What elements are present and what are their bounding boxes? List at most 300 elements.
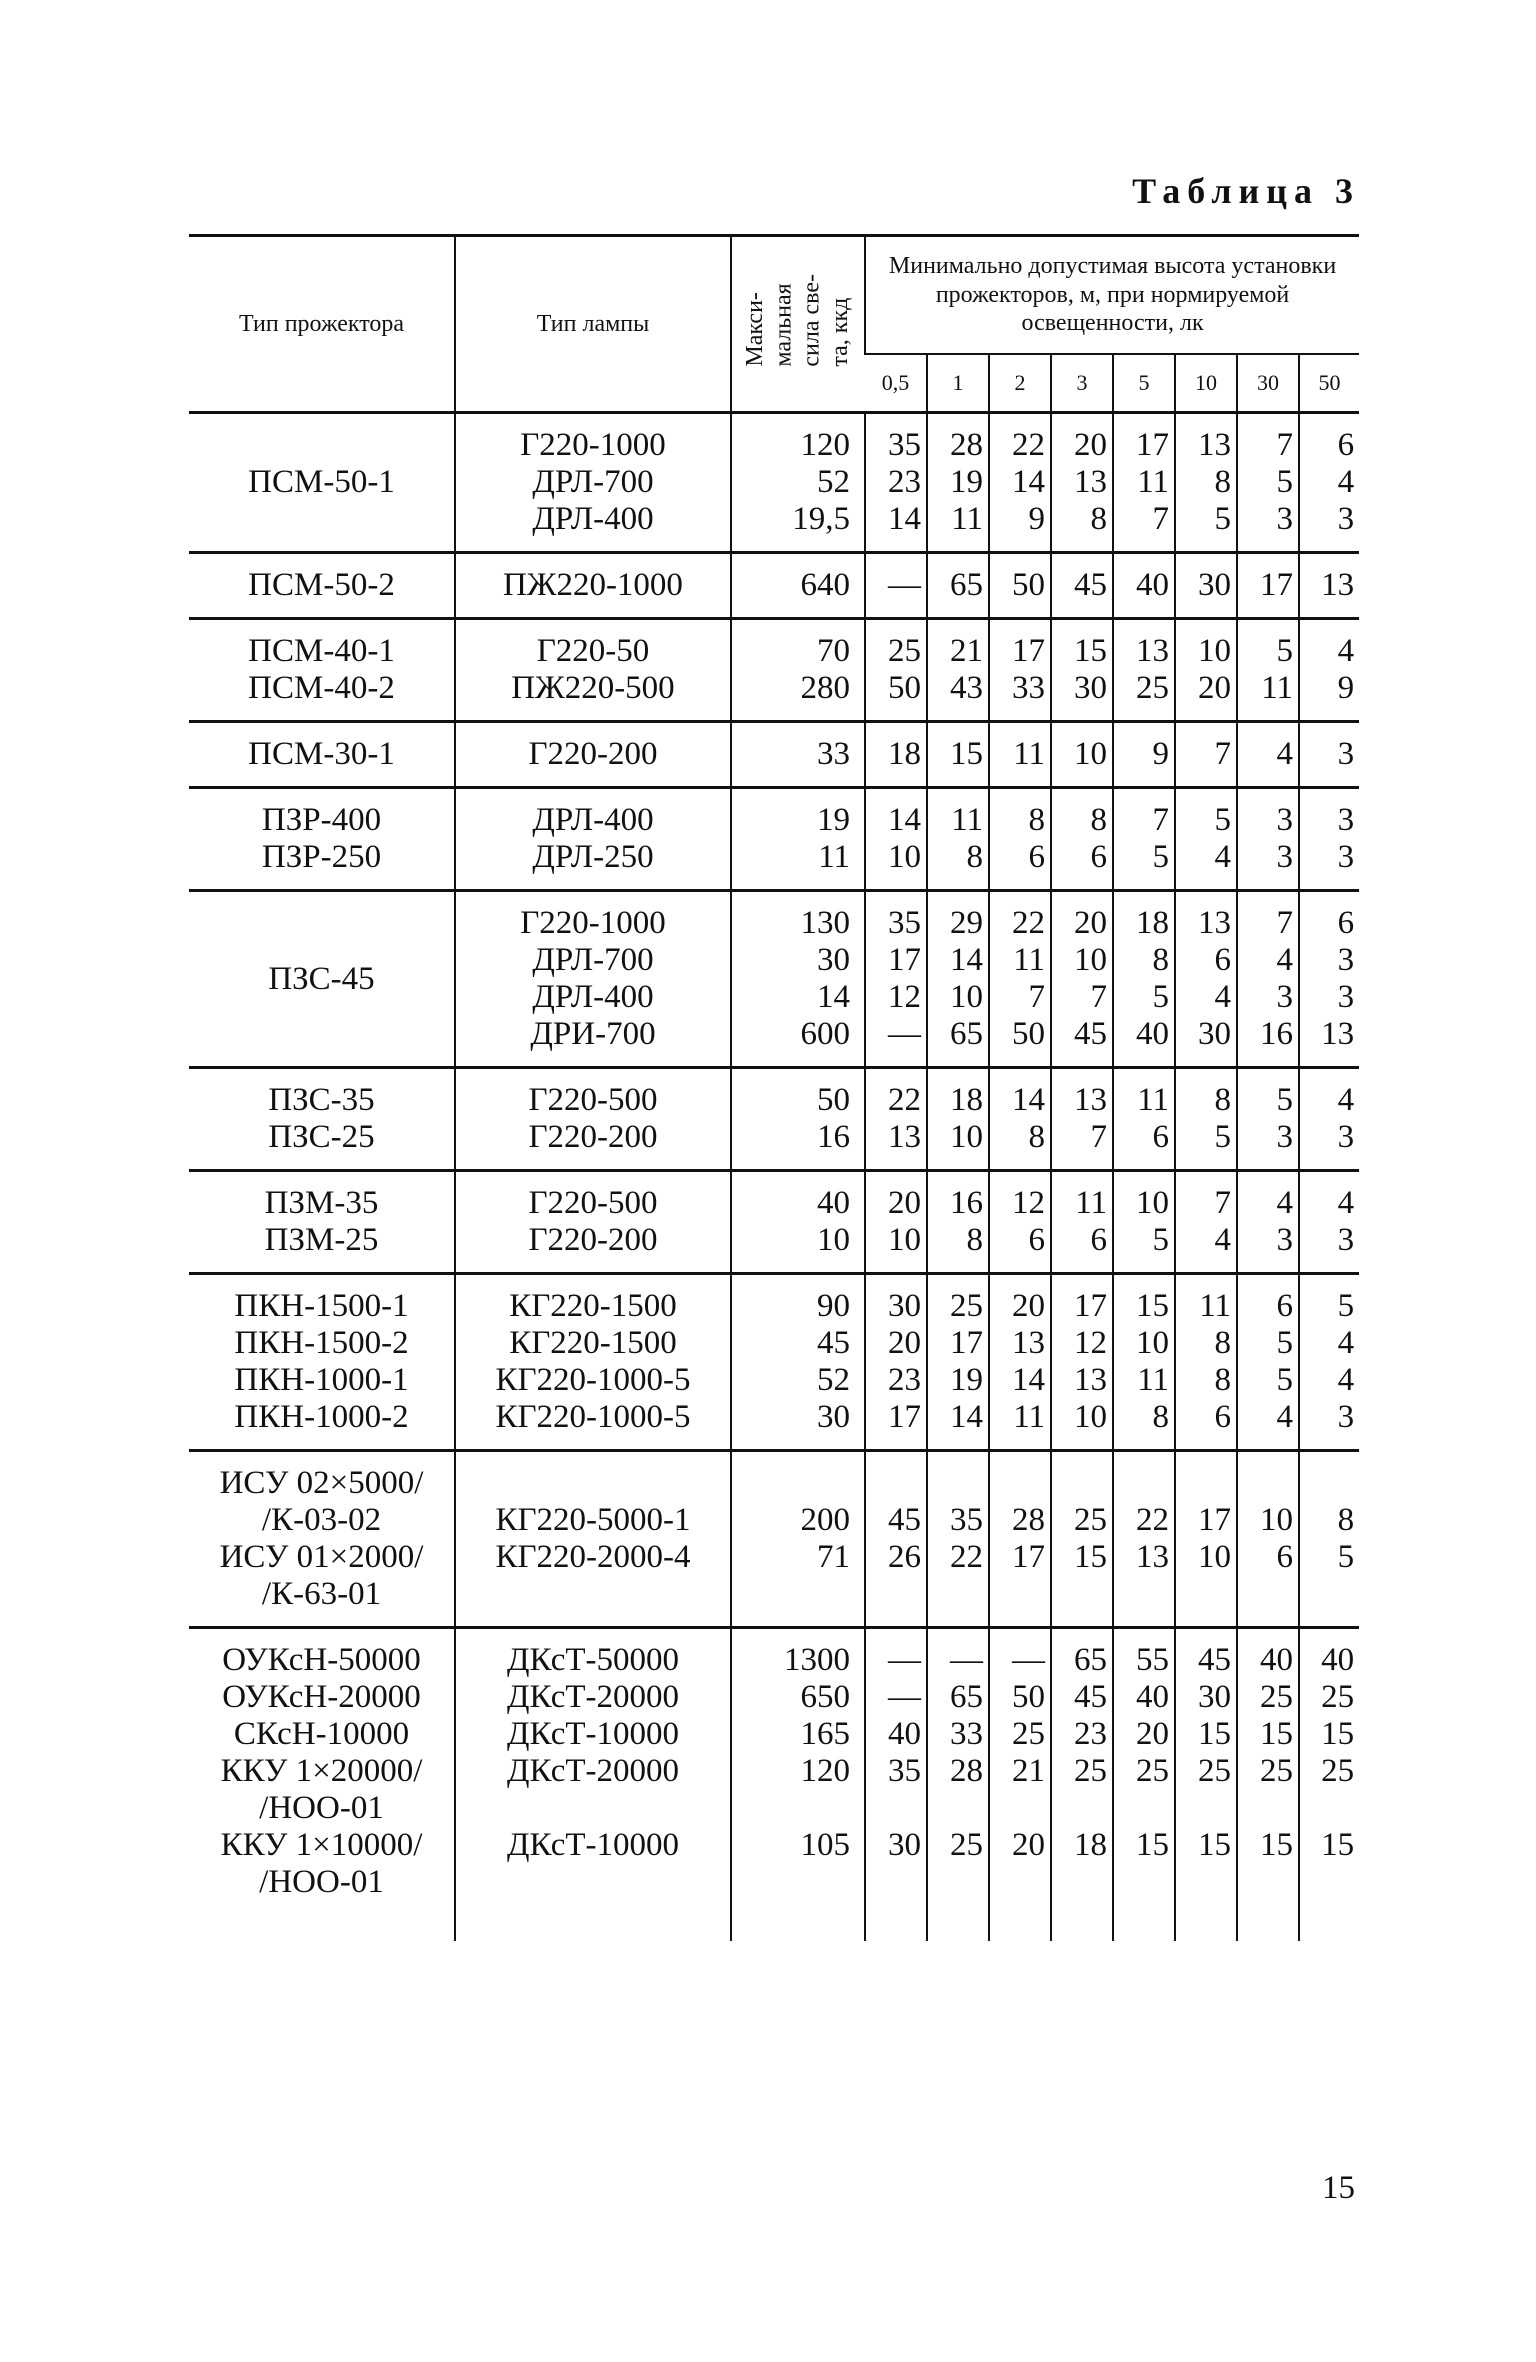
height-value-cell — [1237, 1068, 1299, 1171]
max-light-cell — [731, 1451, 865, 1628]
height-value-cell-line — [1238, 1790, 1293, 1827]
height-value-cell-line: 3 — [1276, 839, 1293, 875]
height-value-cell-line: 3 — [1337, 942, 1355, 978]
height-value-cell — [927, 413, 989, 553]
height-value-cell-line: 5 — [1152, 979, 1169, 1015]
table-row — [189, 788, 1359, 891]
lamp-type-cell — [455, 619, 731, 722]
height-value-cell-line: 11 — [1013, 1399, 1045, 1435]
height-value-cell-line: 43 — [950, 670, 983, 706]
height-value-cell — [927, 1171, 989, 1274]
lamp-type-cell-line — [456, 1864, 730, 1901]
illuminance-level-header: 0,5 — [865, 354, 927, 413]
height-value-cell — [865, 1171, 927, 1274]
lamp-type-cell-line: Г220-500 — [528, 1185, 658, 1221]
max-light-cell-line: 650 — [800, 1679, 850, 1715]
height-value-cell-line: 8 — [1214, 464, 1231, 500]
height-value-cell — [1113, 1274, 1175, 1451]
projector-type-cell — [189, 1171, 455, 1274]
height-value-cell-line — [928, 1790, 983, 1827]
lamp-type-cell-line: ДКсТ-20000 — [507, 1679, 679, 1715]
height-value-cell-line: 8 — [1152, 1399, 1169, 1435]
height-value-cell-line: 25 — [1321, 1753, 1355, 1789]
height-value-cell-line: 14 — [1012, 1362, 1045, 1398]
height-value-cell-line: 15 — [950, 736, 983, 772]
projector-type-cell-line: ПЗС-45 — [268, 960, 375, 997]
height-value-cell-line: 10 — [888, 839, 921, 875]
height-value-cell-line: 17 — [1012, 633, 1045, 669]
height-value-cell-line: 3 — [1337, 1222, 1355, 1258]
height-value-cell — [1113, 619, 1175, 722]
height-value-cell-line — [1238, 1576, 1293, 1613]
max-light-cell — [731, 1068, 865, 1171]
height-value-cell-line: 45 — [1074, 1016, 1107, 1052]
height-value-cell-line: 4 — [1337, 1082, 1355, 1118]
height-value-cell-line — [866, 1576, 921, 1613]
lamp-type-cell-line: Г220-200 — [528, 736, 658, 772]
height-value-cell-line: 15 — [1198, 1716, 1231, 1752]
height-value-cell-line: 28 — [950, 1753, 983, 1789]
lamp-type-cell-line: ДРЛ-700 — [532, 942, 654, 978]
height-value-cell-line: 5 — [1276, 1325, 1293, 1361]
height-value-cell — [1299, 1274, 1359, 1451]
height-value-cell — [1113, 1628, 1175, 1942]
height-value-cell-line: 10 — [888, 1222, 921, 1258]
height-value-cell-line — [928, 1465, 983, 1502]
height-value-cell — [927, 1451, 989, 1628]
height-value-cell-line: 55 — [1136, 1642, 1169, 1678]
height-value-cell — [927, 788, 989, 891]
height-value-cell-line — [866, 1465, 921, 1502]
illuminance-level-header: 2 — [989, 354, 1051, 413]
table-row — [189, 1628, 1359, 1942]
height-value-cell-line: 17 — [1074, 1288, 1107, 1324]
height-value-cell-line: 11 — [1075, 1185, 1107, 1221]
height-value-cell — [927, 891, 989, 1068]
height-value-cell-line: 17 — [888, 1399, 921, 1435]
height-value-cell — [989, 1628, 1051, 1942]
lamp-type-cell-line: ДРЛ-700 — [532, 464, 654, 500]
height-value-cell-line: 65 — [950, 1679, 983, 1715]
max-light-cell — [731, 722, 865, 788]
height-value-cell-line: 4 — [1337, 1362, 1355, 1398]
height-value-cell-line: 4 — [1214, 839, 1231, 875]
max-light-cell-line: 45 — [817, 1325, 850, 1361]
height-value-cell — [989, 722, 1051, 788]
max-light-cell-line: 600 — [800, 1016, 850, 1052]
header-min-height: Минимально допустимая высота установки прожекторов, м, при нормируемой освещенности, лк — [865, 236, 1359, 355]
height-value-cell — [1175, 1274, 1237, 1451]
height-value-cell-line: 30 — [1198, 1016, 1231, 1052]
height-value-cell-line: 6 — [1028, 1222, 1045, 1258]
height-value-cell — [1237, 1451, 1299, 1628]
max-light-cell-line: 640 — [800, 567, 850, 603]
max-light-cell-line: 19,5 — [792, 501, 850, 537]
projector-type-cell-line: ПКН-1500-1 — [234, 1288, 409, 1324]
height-value-cell-line: 14 — [888, 501, 921, 537]
height-value-cell — [1113, 1068, 1175, 1171]
height-value-cell — [865, 722, 927, 788]
lamp-type-cell-line: ДКсТ-50000 — [507, 1642, 679, 1678]
height-value-cell-line: 25 — [1012, 1716, 1045, 1752]
height-value-cell-line: 6 — [1090, 839, 1107, 875]
height-value-cell-line — [1300, 1576, 1354, 1613]
height-value-cell — [1237, 553, 1299, 619]
height-value-cell-line: 15 — [1321, 1827, 1355, 1863]
max-light-cell-line: 52 — [817, 464, 850, 500]
lamp-type-cell-line: Г220-1000 — [520, 905, 666, 941]
height-value-cell-line: 25 — [1260, 1679, 1293, 1715]
height-value-cell-line: 3 — [1276, 802, 1293, 838]
illuminance-level-header: 30 — [1237, 354, 1299, 413]
height-value-cell-line: 13 — [1198, 427, 1231, 463]
height-value-cell — [1299, 553, 1359, 619]
height-value-cell-line: 18 — [1136, 905, 1169, 941]
height-value-cell-line: 10 — [1074, 736, 1107, 772]
height-value-cell-line: 14 — [950, 1399, 983, 1435]
height-value-cell-line: 33 — [1012, 670, 1045, 706]
height-value-cell-line: 17 — [1260, 567, 1293, 603]
max-light-cell-line — [732, 1864, 850, 1901]
height-value-cell-line: 21 — [950, 633, 983, 669]
height-value-cell-line: 10 — [950, 979, 983, 1015]
max-light-cell-line: 30 — [817, 1399, 850, 1435]
projector-type-cell-line: СКсН-10000 — [233, 1716, 410, 1752]
height-value-cell-line: 35 — [888, 905, 921, 941]
max-light-cell-line — [732, 1576, 850, 1613]
projector-type-cell-line: ПСМ-30-1 — [248, 736, 395, 772]
height-value-cell-line: 15 — [1260, 1827, 1293, 1863]
height-value-cell — [1113, 1171, 1175, 1274]
height-value-cell-line: 30 — [1074, 670, 1107, 706]
height-value-cell-line: 35 — [888, 1753, 921, 1789]
lamp-type-cell-line: ДКсТ-10000 — [507, 1827, 679, 1863]
max-light-cell-line: 70 — [817, 633, 850, 669]
height-value-cell-line: 8 — [1090, 802, 1107, 838]
height-value-cell-line: 10 — [950, 1119, 983, 1155]
header-projector-type: Тип прожектора — [189, 236, 455, 413]
height-value-cell-line: 10 — [1136, 1185, 1169, 1221]
lamp-type-cell-line: ДРЛ-400 — [532, 501, 654, 537]
height-value-cell-line: 40 — [1321, 1642, 1355, 1678]
height-value-cell-line: 5 — [1337, 1288, 1355, 1324]
height-value-cell-line: 3 — [1337, 979, 1355, 1015]
max-light-cell-line: 90 — [817, 1288, 850, 1324]
lamp-type-cell-line: ДКсТ-10000 — [507, 1716, 679, 1752]
max-light-cell-line: 19 — [817, 802, 850, 838]
height-value-cell-line — [1300, 1790, 1354, 1827]
height-value-cell-line: 26 — [888, 1539, 921, 1575]
height-value-cell — [865, 553, 927, 619]
max-light-cell-line: 71 — [817, 1539, 850, 1575]
height-value-cell-line: 25 — [950, 1827, 983, 1863]
max-light-cell-line: 50 — [817, 1082, 850, 1118]
height-value-cell-line: 8 — [1214, 1362, 1231, 1398]
projector-type-cell-line: ПСМ-50-1 — [248, 464, 395, 500]
lamp-type-cell-line: Г220-50 — [536, 633, 650, 669]
projector-type-cell-line: ПЗС-35 — [268, 1082, 375, 1118]
height-value-cell-line: 9 — [1152, 736, 1169, 772]
height-value-cell-line: 35 — [888, 427, 921, 463]
height-value-cell — [1051, 891, 1113, 1068]
lamp-type-cell-line: Г220-200 — [528, 1222, 658, 1258]
projector-type-cell-line: ПКН-1000-2 — [234, 1399, 409, 1435]
height-value-cell — [1113, 891, 1175, 1068]
height-value-cell — [865, 619, 927, 722]
height-value-cell-line: 5 — [1276, 1082, 1293, 1118]
height-value-cell-line: 16 — [950, 1185, 983, 1221]
height-value-cell-line: 7 — [1090, 1119, 1107, 1155]
height-value-cell-line: 5 — [1276, 1362, 1293, 1398]
height-value-cell-line: 6 — [1090, 1222, 1107, 1258]
projector-type-cell — [189, 1274, 455, 1451]
height-value-cell-line: 17 — [1012, 1539, 1045, 1575]
height-value-cell-line — [1114, 1864, 1169, 1901]
lamp-type-cell-line: КГ220-1500 — [509, 1288, 677, 1324]
height-value-cell-line: 13 — [1321, 567, 1355, 603]
lamp-type-cell-line: ДРЛ-400 — [532, 979, 654, 1015]
max-light-cell-line: 10 — [817, 1222, 850, 1258]
height-value-cell-line: 40 — [1136, 1679, 1169, 1715]
height-value-cell-line — [1176, 1465, 1231, 1502]
height-value-cell-line: 45 — [1074, 567, 1107, 603]
height-value-cell — [927, 553, 989, 619]
height-value-cell — [865, 891, 927, 1068]
height-value-cell — [989, 413, 1051, 553]
height-value-cell-line: 20 — [1012, 1288, 1045, 1324]
height-value-cell-line: 40 — [1136, 567, 1169, 603]
height-value-cell-line — [1176, 1864, 1231, 1901]
height-value-cell — [927, 722, 989, 788]
height-value-cell-line: 40 — [888, 1716, 921, 1752]
height-value-cell-line: 11 — [951, 501, 983, 537]
height-value-cell-line: 6 — [1214, 942, 1231, 978]
height-value-cell-line: 9 — [1028, 501, 1045, 537]
height-value-cell-line: 17 — [1136, 427, 1169, 463]
height-value-cell-line — [1114, 1790, 1169, 1827]
height-value-cell — [1237, 1628, 1299, 1942]
height-value-cell — [1299, 788, 1359, 891]
height-value-cell-line: 8 — [1152, 942, 1169, 978]
height-value-cell-line: 33 — [950, 1716, 983, 1752]
height-value-cell — [989, 788, 1051, 891]
projector-type-cell — [189, 788, 455, 891]
height-value-cell — [1299, 1171, 1359, 1274]
height-value-cell — [1237, 619, 1299, 722]
height-value-cell-line: 23 — [888, 464, 921, 500]
projector-type-cell-line: ПЗР-250 — [261, 839, 382, 875]
page-number: 15 — [1322, 2170, 1355, 2206]
height-value-cell — [1051, 413, 1113, 553]
height-value-cell — [1175, 1451, 1237, 1628]
illuminance-level-header: 5 — [1113, 354, 1175, 413]
height-value-cell-line — [866, 1790, 921, 1827]
height-value-cell-line — [1052, 1790, 1107, 1827]
height-value-cell-line: 23 — [888, 1362, 921, 1398]
height-value-cell-line: 14 — [1012, 464, 1045, 500]
height-value-cell — [1175, 619, 1237, 722]
height-value-cell — [1175, 553, 1237, 619]
projector-type-cell-line: ПКН-1000-1 — [234, 1362, 409, 1398]
height-value-cell-line: 6 — [1214, 1399, 1231, 1435]
height-value-cell-line: — — [888, 567, 921, 603]
projector-type-cell — [189, 553, 455, 619]
height-value-cell-line: 20 — [1012, 1827, 1045, 1863]
height-value-cell — [989, 891, 1051, 1068]
height-value-cell-line: 4 — [1276, 736, 1293, 772]
height-value-cell-line: 17 — [950, 1325, 983, 1361]
height-value-cell — [927, 1068, 989, 1171]
table-row — [189, 413, 1359, 553]
lamp-type-cell — [455, 1274, 731, 1451]
height-value-cell-line: 6 — [1337, 427, 1355, 463]
max-light-cell — [731, 891, 865, 1068]
lamp-type-cell-line: Г220-1000 — [520, 427, 666, 463]
height-value-cell — [1175, 1171, 1237, 1274]
height-value-cell — [927, 619, 989, 722]
height-value-cell — [1113, 413, 1175, 553]
lamp-type-cell — [455, 553, 731, 619]
max-light-cell-line: 52 — [817, 1362, 850, 1398]
height-value-cell-line: 15 — [1321, 1716, 1355, 1752]
height-value-cell-line: 14 — [1012, 1082, 1045, 1118]
height-value-cell-line: — — [888, 1679, 921, 1715]
max-light-cell-line: 120 — [800, 427, 850, 463]
height-value-cell-line: 3 — [1276, 1222, 1293, 1258]
table-row — [189, 1274, 1359, 1451]
height-value-cell — [1051, 788, 1113, 891]
height-value-cell — [1051, 722, 1113, 788]
height-value-cell-line: 6 — [1276, 1539, 1293, 1575]
height-value-cell-line: 11 — [1199, 1288, 1231, 1324]
height-value-cell-line: 23 — [1074, 1716, 1107, 1752]
height-value-cell — [989, 619, 1051, 722]
height-value-cell-line: 13 — [1012, 1325, 1045, 1361]
height-value-cell — [865, 1628, 927, 1942]
height-value-cell-line: 7 — [1152, 802, 1169, 838]
height-value-cell — [1175, 891, 1237, 1068]
projector-type-cell — [189, 1628, 455, 1942]
lamp-type-cell-line: ДРЛ-250 — [532, 839, 654, 875]
height-value-cell — [865, 1068, 927, 1171]
height-value-cell-line: 17 — [888, 942, 921, 978]
height-value-cell-line: 20 — [888, 1185, 921, 1221]
height-value-cell-line: 40 — [1260, 1642, 1293, 1678]
lamp-type-cell — [455, 413, 731, 553]
height-value-cell-line: 25 — [1136, 670, 1169, 706]
height-value-cell-line: 3 — [1337, 736, 1355, 772]
height-value-cell-line: 4 — [1337, 1325, 1355, 1361]
height-value-cell — [865, 1274, 927, 1451]
height-value-cell-line: 5 — [1152, 839, 1169, 875]
lamp-type-cell — [455, 1171, 731, 1274]
header-max-light — [731, 236, 865, 413]
height-value-cell-line: 18 — [950, 1082, 983, 1118]
height-value-cell-line: 7 — [1214, 1185, 1231, 1221]
height-value-cell — [1113, 722, 1175, 788]
height-value-cell-line: 6 — [1028, 839, 1045, 875]
lamp-type-cell-line: ПЖ220-1000 — [503, 567, 683, 603]
projector-type-cell-line: /К-63-01 — [261, 1576, 382, 1612]
height-value-cell-line: 7 — [1152, 501, 1169, 537]
height-value-cell-line: 25 — [950, 1288, 983, 1324]
height-value-cell — [1299, 1628, 1359, 1942]
height-value-cell-line: 8 — [1028, 802, 1045, 838]
height-value-cell-line: 3 — [1337, 1119, 1355, 1155]
height-value-cell-line: 5 — [1276, 633, 1293, 669]
height-value-cell-line: 3 — [1337, 501, 1355, 537]
max-light-cell-line: 16 — [817, 1119, 850, 1155]
height-value-cell-line: 11 — [1137, 1082, 1169, 1118]
height-value-cell-line: 25 — [1260, 1753, 1293, 1789]
height-value-cell-line: 11 — [1137, 1362, 1169, 1398]
height-value-cell-line: 22 — [950, 1539, 983, 1575]
max-light-cell-line: 165 — [800, 1716, 850, 1752]
illuminance-level-header: 3 — [1051, 354, 1113, 413]
height-value-cell-line: 25 — [1074, 1753, 1107, 1789]
height-value-cell-line: 4 — [1276, 942, 1293, 978]
projector-type-cell-line: ПЗС-25 — [268, 1119, 375, 1155]
height-value-cell-line: 13 — [1136, 1539, 1169, 1575]
lamp-type-cell — [455, 788, 731, 891]
height-value-cell — [1051, 1171, 1113, 1274]
height-value-cell — [989, 1451, 1051, 1628]
projector-type-cell-line: ИСУ 01×2000/ — [219, 1539, 424, 1575]
height-value-cell-line: 7 — [1090, 979, 1107, 1015]
height-value-cell — [1237, 722, 1299, 788]
projector-type-cell — [189, 619, 455, 722]
height-value-cell-line: 7 — [1276, 905, 1293, 941]
height-value-cell — [1175, 1068, 1237, 1171]
height-value-cell-line — [928, 1864, 983, 1901]
projector-type-cell-line: ОУКсН-50000 — [222, 1642, 421, 1678]
height-value-cell-line — [1114, 1576, 1169, 1613]
projector-type-cell-line: ПСМ-40-1 — [248, 633, 395, 669]
height-value-cell-line: 8 — [966, 839, 983, 875]
max-light-cell-line — [732, 1790, 850, 1827]
lamp-type-cell-line — [456, 1465, 730, 1502]
height-value-cell-line — [1052, 1576, 1107, 1613]
height-value-cell-line: 14 — [950, 942, 983, 978]
table-row — [189, 1171, 1359, 1274]
lamp-type-cell-line — [456, 1790, 730, 1827]
height-value-cell-line: 10 — [1136, 1325, 1169, 1361]
height-value-cell — [989, 1171, 1051, 1274]
height-value-cell-line: 20 — [1074, 905, 1107, 941]
height-value-cell-line: 4 — [1214, 1222, 1231, 1258]
projector-type-cell-line: ПЗМ-35 — [264, 1185, 379, 1221]
lamp-type-cell — [455, 722, 731, 788]
height-value-cell — [1051, 553, 1113, 619]
height-value-cell-line: 25 — [888, 633, 921, 669]
height-value-cell-line: 13 — [1136, 633, 1169, 669]
height-value-cell-line: 19 — [950, 464, 983, 500]
height-value-cell-line — [1176, 1576, 1231, 1613]
height-value-cell-line: 5 — [1214, 501, 1231, 537]
height-value-cell-line: 18 — [888, 736, 921, 772]
height-value-cell-line — [1176, 1790, 1231, 1827]
table-caption: Таблица 3 — [1132, 171, 1360, 211]
height-value-cell-line: 12 — [1012, 1185, 1045, 1221]
height-value-cell-line: 15 — [1074, 1539, 1107, 1575]
lamp-type-cell — [455, 891, 731, 1068]
height-value-cell-line: 20 — [1136, 1716, 1169, 1752]
height-value-cell-line — [990, 1576, 1045, 1613]
lamp-type-cell — [455, 1628, 731, 1942]
height-value-cell-line: 3 — [1276, 1119, 1293, 1155]
height-value-cell-line: 11 — [1013, 736, 1045, 772]
height-value-cell-line: 25 — [1074, 1502, 1107, 1538]
